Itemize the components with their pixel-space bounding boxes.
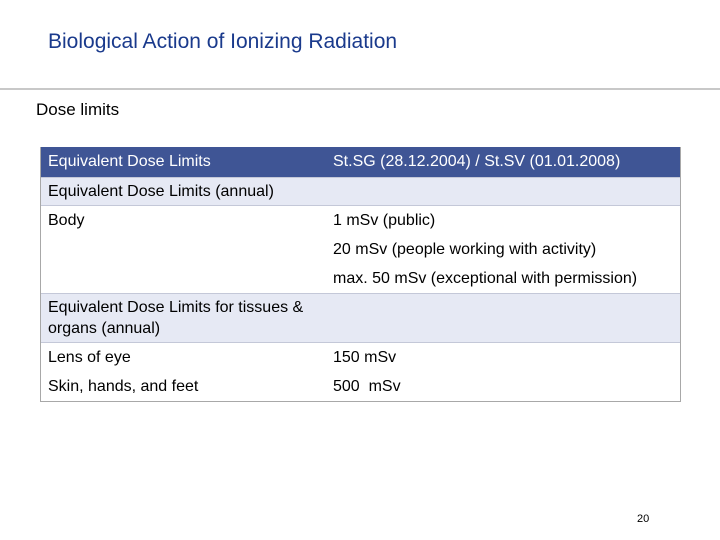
skin-label: Skin, hands, and feet: [48, 377, 199, 395]
annual-section-label: Equivalent Dose Limits (annual): [48, 182, 274, 200]
skin-value: 500 mSv: [333, 377, 401, 395]
slide-title: Biological Action of Ionizing Radiation: [48, 30, 398, 53]
tissues-section-label: Equivalent Dose Limits for tissues & organs (annual): [48, 299, 304, 337]
table-row: [41, 343, 680, 372]
table-header-row: [41, 147, 680, 177]
table-row: [41, 235, 680, 264]
body-label: Body: [48, 211, 85, 229]
table-row: [41, 264, 680, 293]
table-row: [41, 206, 680, 235]
section-subtitle: Dose limits: [36, 100, 120, 119]
title-divider: [0, 88, 720, 90]
table-row: [41, 372, 680, 401]
header-cell-limits: Equivalent Dose Limits: [48, 153, 211, 170]
lens-value: 150 mSv: [333, 348, 397, 366]
page-number: 20: [637, 513, 650, 525]
dose-limits-table: [40, 147, 681, 402]
body-value-public: 1 mSv (public): [333, 211, 436, 229]
body-value-workers: 20 mSv (people working with activity): [333, 240, 597, 258]
tissues-section-row: [41, 293, 680, 343]
body-value-exceptional: max. 50 mSv (exceptional with permission): [333, 269, 638, 287]
header-cell-standard: St.SG (28.12.2004) / St.SV (01.01.2008): [333, 153, 621, 170]
lens-label: Lens of eye: [48, 348, 131, 366]
annual-section-row: [41, 177, 680, 206]
